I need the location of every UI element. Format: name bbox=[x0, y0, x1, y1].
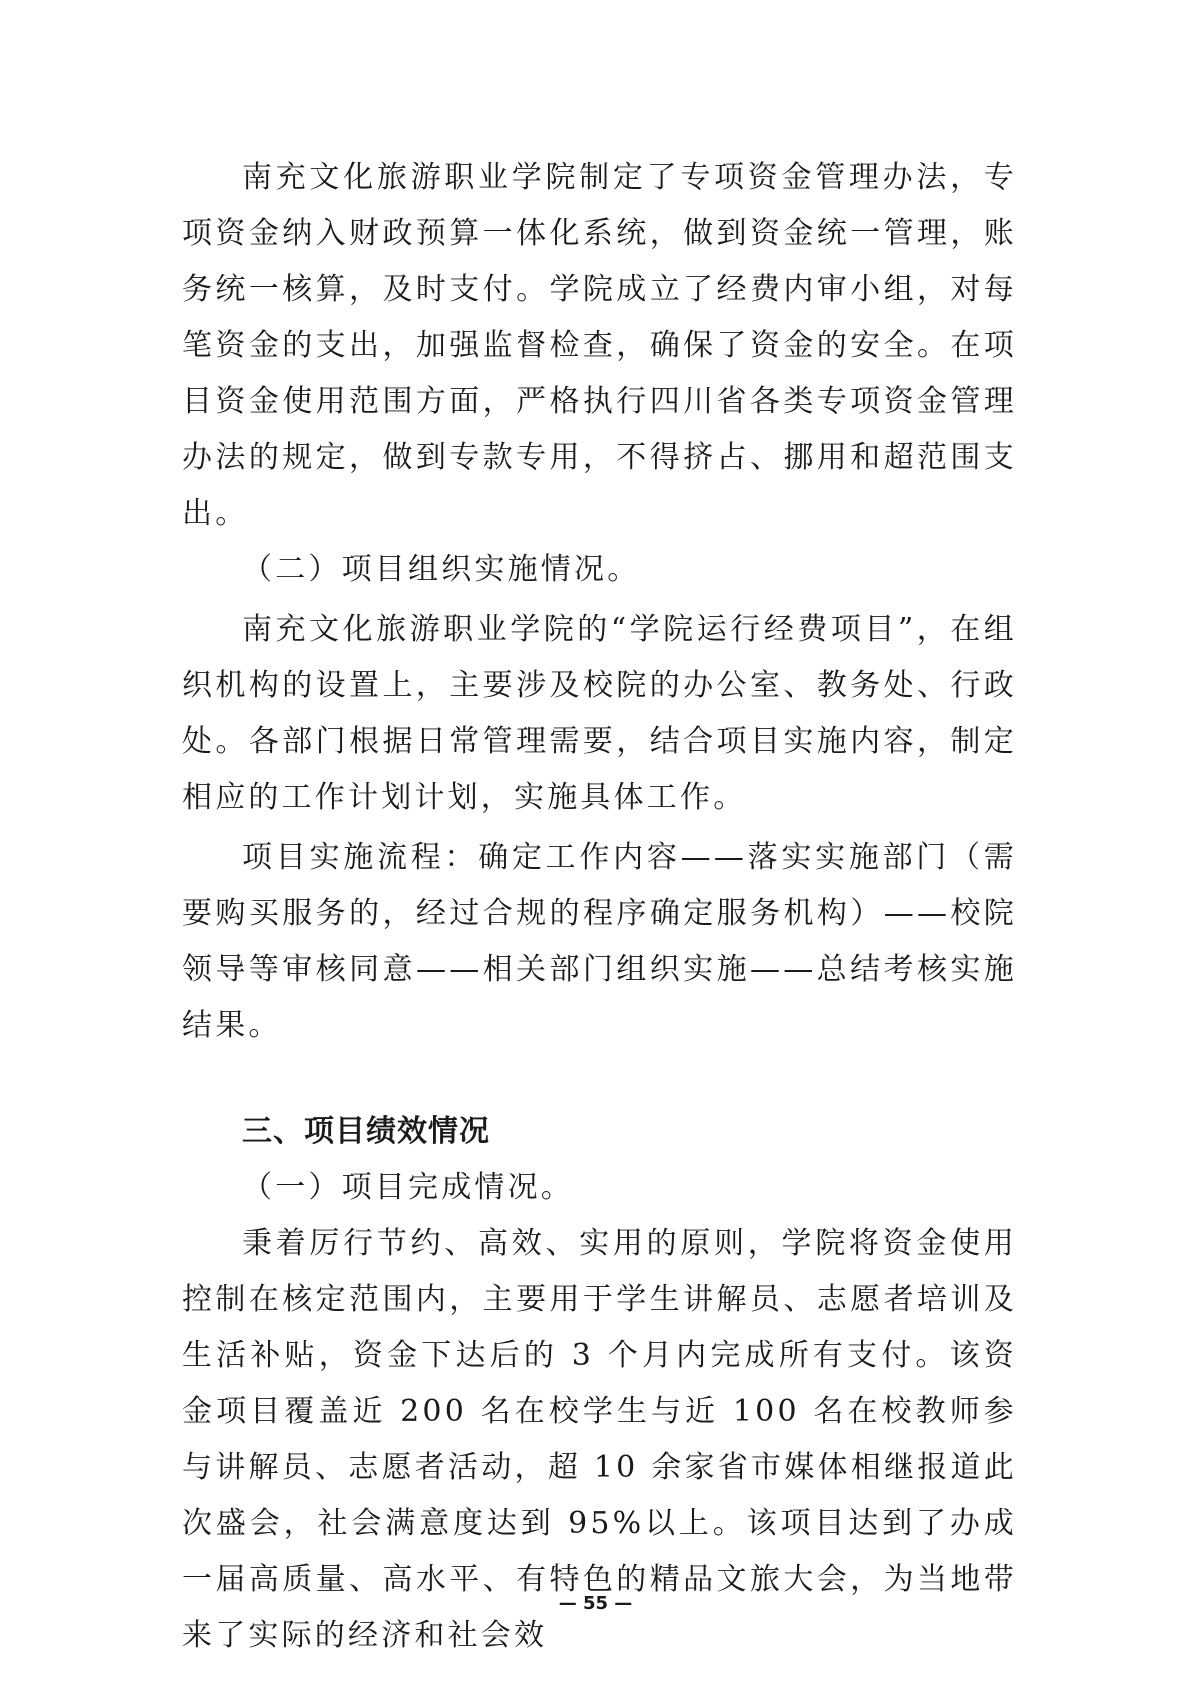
section-spacer bbox=[182, 1054, 1017, 1104]
paragraph-fund-management: 南充文化旅游职业学院制定了专项资金管理办法，专项资金纳入财政预算一体化系统，做到资金统一管理，账务统一核算，及时支付。学院成立了经费内审小组，对每笔资金的支出，加强监督检查，确保了资金的安全。在项目资金使用范围方面，严格执行四川省各类专项资金管理办法的规定，做到专款专用，不得挤占、挪用和超范围支出。 bbox=[182, 160, 1017, 531]
subheading-organization: （二）项目组织实施情况。 bbox=[242, 552, 641, 587]
page-number: — 55 — bbox=[558, 1593, 633, 1614]
page-content bbox=[182, 150, 1017, 1664]
paragraph-process-flow: 项目实施流程：确定工作内容——落实实施部门（需要购买服务的，经过合规的程序确定服务机构）——校院领导等审核同意——相关部门组织实施——总结考核实施结果。 bbox=[182, 840, 1017, 1043]
paragraph-organization: 南充文化旅游职业学院的“学院运行经费项目”，在组织机构的设置上，主要涉及校院的办公室、教务处、行政处。各部门根据日常管理需要，结合项目实施内容，制定相应的工作计划计划，实施具体工作。 bbox=[182, 612, 1017, 815]
subheading-completion: （一）项目完成情况。 bbox=[242, 1170, 574, 1205]
paragraph-completion: 秉着厉行节约、高效、实用的原则，学院将资金使用控制在核定范围内，主要用于学生讲解员、志愿者培训及生活补贴，资金下达后的 3 个月内完成所有支付。该资金项目覆盖近 200 名在校学生与近 100 名在校教师参与讲解员、志愿者活动，超 10 余家省市媒体相继报道此次盛会，社会满意度达到 95%以上。该项目达到了办成一届高质量、高水平、有特色的精品文旅大会，为当地带来了实际的经济和社会效 bbox=[182, 1226, 1017, 1653]
section-heading-performance: 三、项目绩效情况 bbox=[242, 1114, 490, 1149]
